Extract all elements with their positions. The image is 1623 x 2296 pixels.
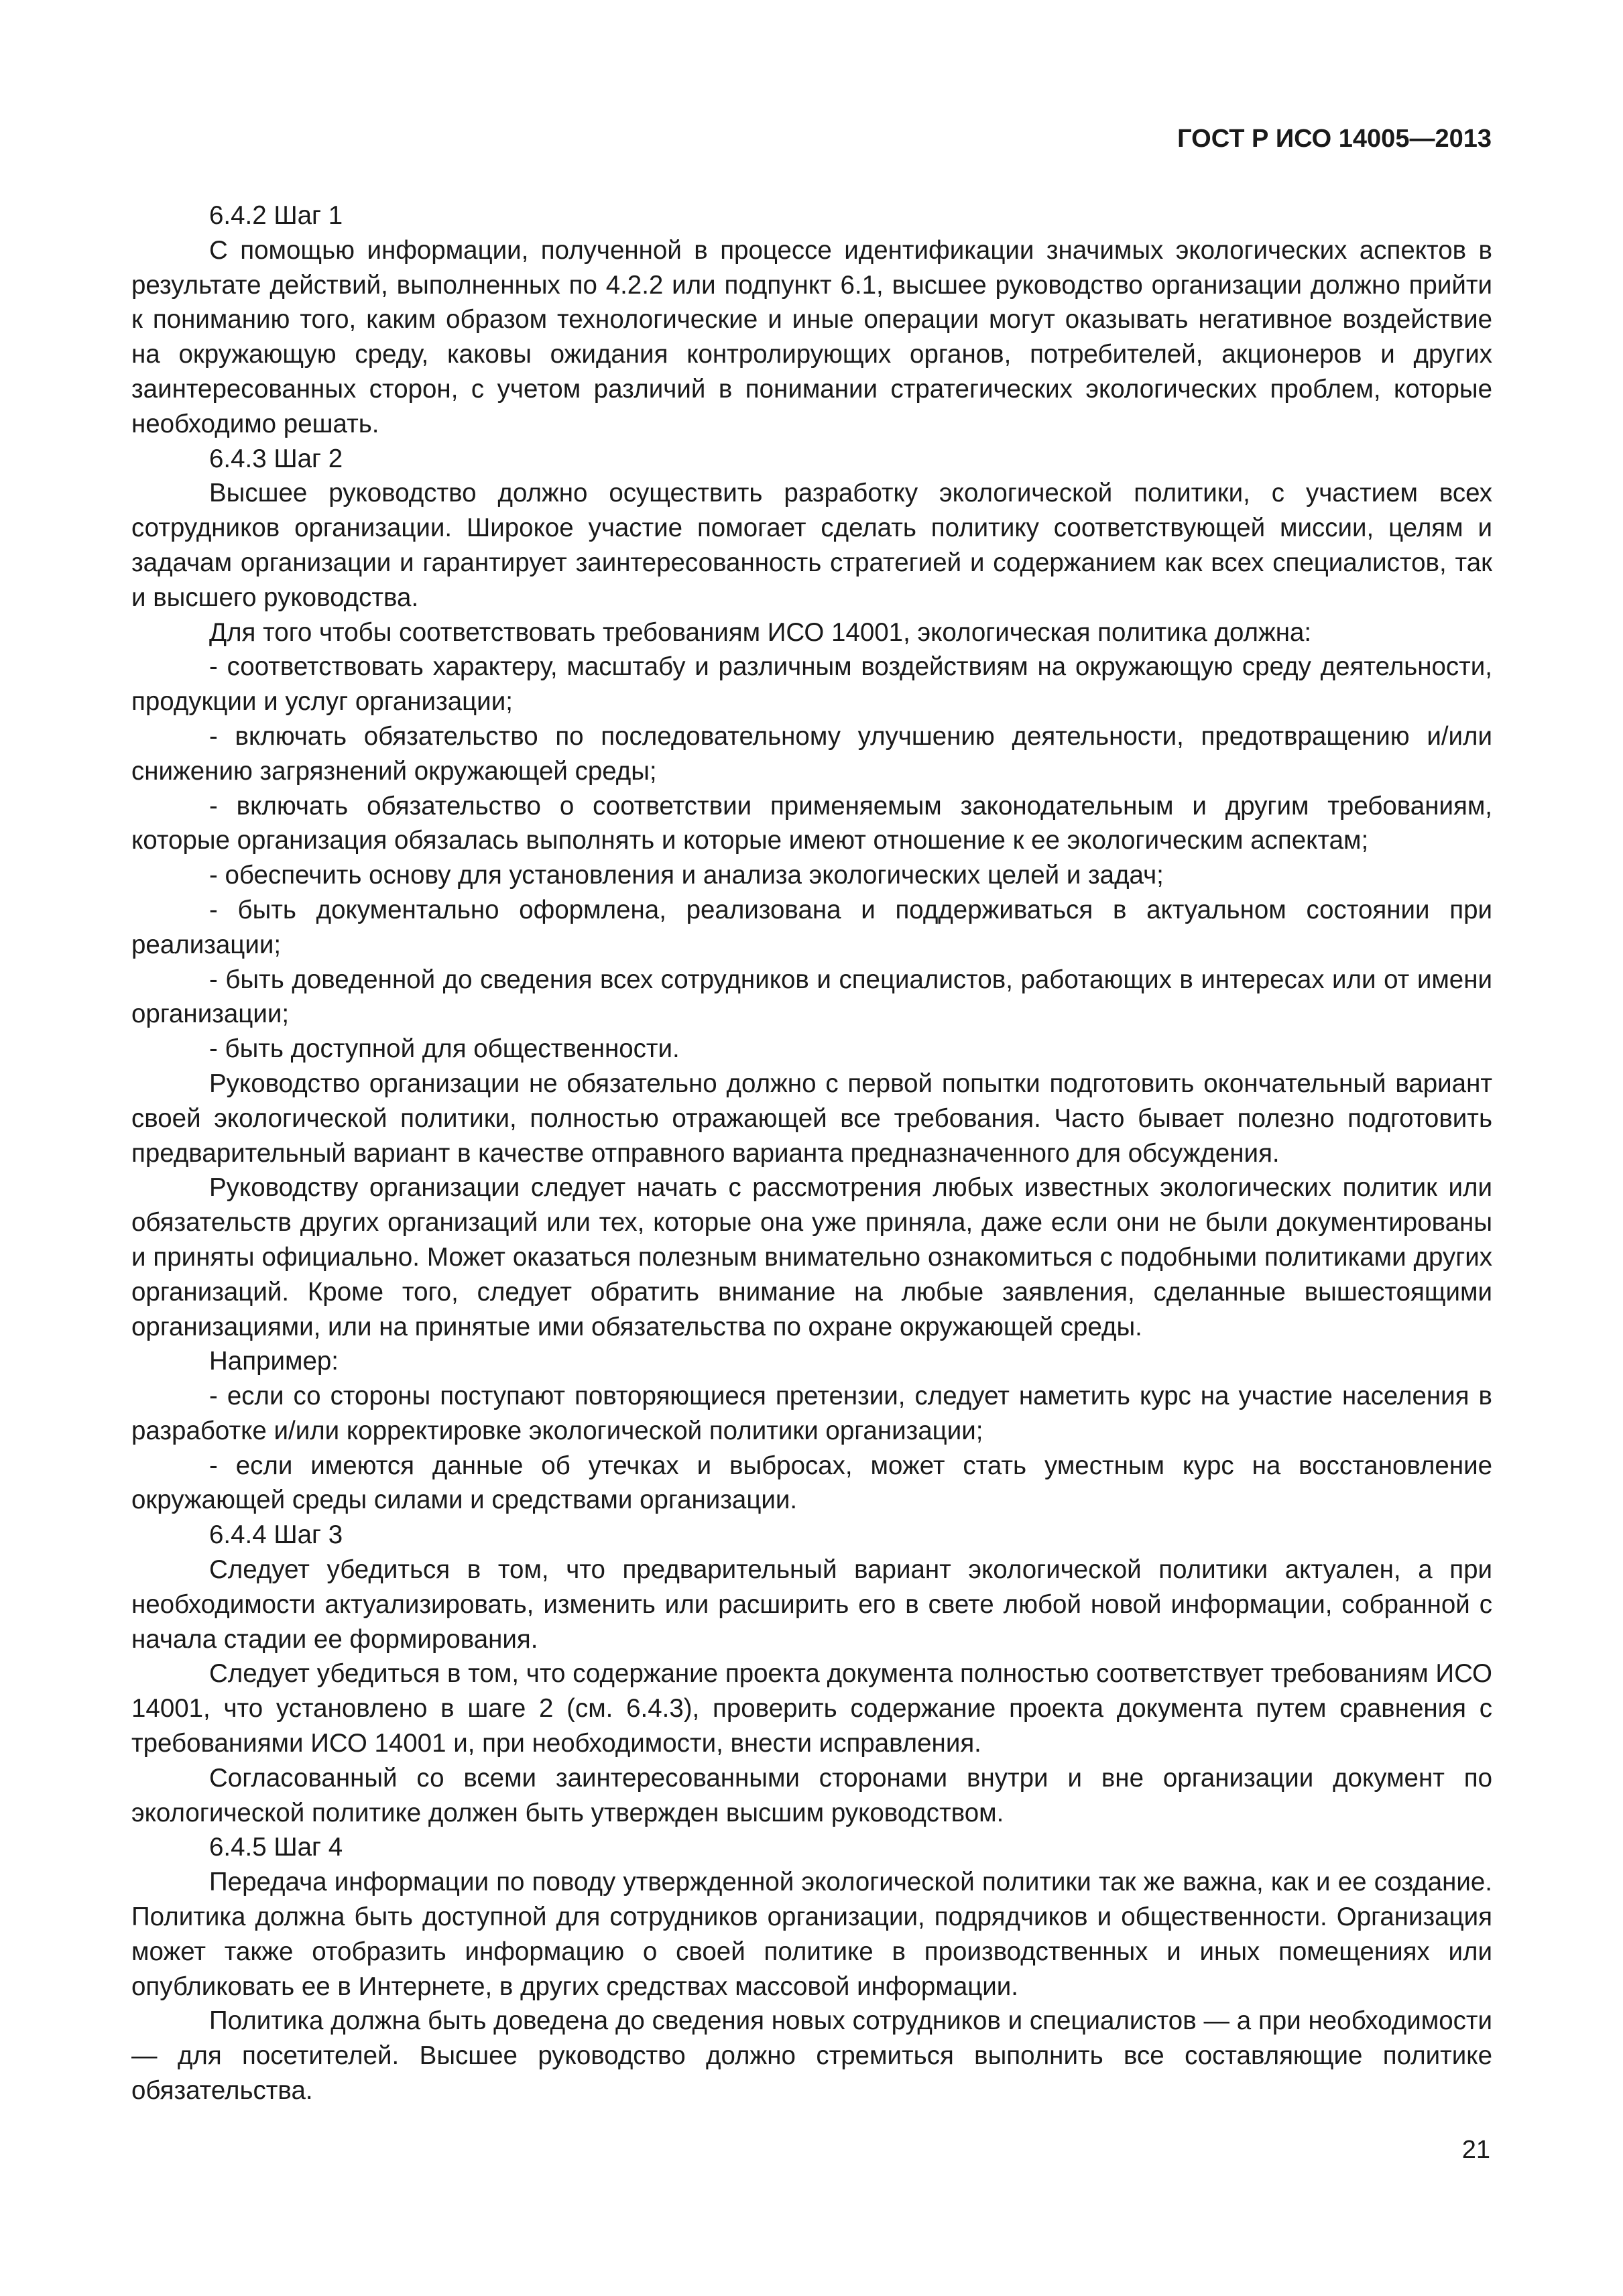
section-heading-6-4-3: 6.4.3 Шаг 2 <box>209 444 343 473</box>
paragraph: С помощью информации, полученной в процессе идентификации значимых экологических аспектов в результате действий, выполненных по 4.2.2 или подпункт 6.1, высшее руководство организации должно прийти к пониманию того, каким образом технологические и иные операции могут оказывать негативное воздействие на окружающую среду, каковы ожидания контролирующих органов, потребителей, акционеров и других заинтересованных сторон, с учетом различий в понимании стратегических экологических проблем, которые необходимо решать. <box>131 235 1492 438</box>
paragraph: Следует убедиться в том, что содержание проекта документа полностью соответствует требованиям ИСО 14001, что установлено в шаге 2 (см. 6.4.3), проверить содержание проекта документа путем сравнения с требованиями ИСО 14001 и, при необходимости, внести исправления. <box>131 1659 1492 1758</box>
list-item: - быть доступной для общественности. <box>209 1034 680 1064</box>
paragraph: Следует убедиться в том, что предварительный вариант экологической политики актуален, а при необходимости актуализировать, изменить или расширить его в свете любой новой информации, собранной с начала стадии ее формирования. <box>131 1555 1492 1654</box>
list-item: - обеспечить основу для установления и анализа экологических целей и задач; <box>209 861 1164 890</box>
section-heading-6-4-4: 6.4.4 Шаг 3 <box>209 1520 343 1550</box>
list-item: - быть документально оформлена, реализована и поддерживаться в актуальном состоянии при реализации; <box>131 895 1492 959</box>
list-item: - если имеются данные об утечках и выбросах, может стать уместным курс на восстановление окружающей среды силами и средствами организации. <box>131 1451 1492 1515</box>
body-text <box>131 198 1492 2108</box>
list-item: - соответствовать характеру, масштабу и различным воздействиям на окружающую среду деятельности, продукции и услуг организации; <box>131 652 1492 717</box>
paragraph: Например: <box>209 1347 339 1376</box>
paragraph: Политика должна быть доведена до сведения новых сотрудников и специалистов — а при необходимости — для посетителей. Высшее руководство должно стремиться выполнить все составляющие политике обязательства. <box>131 2006 1492 2106</box>
section-heading-6-4-2: 6.4.2 Шаг 1 <box>209 201 343 230</box>
list-item: - включать обязательство о соответствии применяемым законодательным и другим требованиям, которые организация обязалась выполнять и которые имеют отношение к ее экологическим аспектам; <box>131 791 1492 855</box>
paragraph: Передача информации по поводу утвержденной экологической политики так же важна, как и ее создание. Политика должна быть доступной для сотрудников организации, подрядчиков и общественности. Организация может также отобразить информацию о своей политике в производственных и иных помещениях или опубликовать ее в Интернете, в других средствах массовой информации. <box>131 1868 1492 2001</box>
list-item: - если со стороны поступают повторяющиеся претензии, следует наметить курс на участие населения в разработке и/или корректировке экологической политики организации; <box>131 1382 1492 1445</box>
page-number: 21 <box>1461 2136 1490 2164</box>
standard-id-header: ГОСТ Р ИСО 14005—2013 <box>1177 125 1492 153</box>
paragraph: Согласованный со всеми заинтересованными сторонами внутри и вне организации документ по экологической политике должен быть утвержден высшим руководством. <box>131 1763 1492 1827</box>
section-heading-6-4-5: 6.4.5 Шаг 4 <box>209 1833 343 1862</box>
paragraph: Руководству организации следует начать с рассмотрения любых известных экологических политик или обязательств других организаций или тех, которые она уже приняла, даже если они не были документированы и приняты официально. Может оказаться полезным внимательно ознакомиться с подобными политиками других организаций. Кроме того, следует обратить внимание на любые заявления, сделанные вышестоящими организациями, или на принятые ими обязательства по охране окружающей среды. <box>131 1173 1492 1341</box>
list-item: - включать обязательство по последовательному улучшению деятельности, предотвращению и/или снижению загрязнений окружающей среды; <box>131 721 1492 786</box>
paragraph: Для того чтобы соответствовать требованиям ИСО 14001, экологическая политика должна: <box>209 617 1312 647</box>
paragraph: Руководство организации не обязательно должно с первой попытки подготовить окончательный вариант своей экологической политики, полностью отражающей все требования. Часто бывает полезно подготовить предварительный вариант в качестве отправного варианта предназначенного для обсуждения. <box>131 1069 1492 1168</box>
paragraph: Высшее руководство должно осуществить разработку экологической политики, с участием всех сотрудников организации. Широкое участие помогает сделать политику соответствующей миссии, целям и задачам организации и гарантирует заинтересованность стратегией и содержанием как всех специалистов, так и высшего руководства. <box>131 479 1492 612</box>
list-item: - быть доведенной до сведения всех сотрудников и специалистов, работающих в интересах или от имени организации; <box>131 965 1492 1029</box>
